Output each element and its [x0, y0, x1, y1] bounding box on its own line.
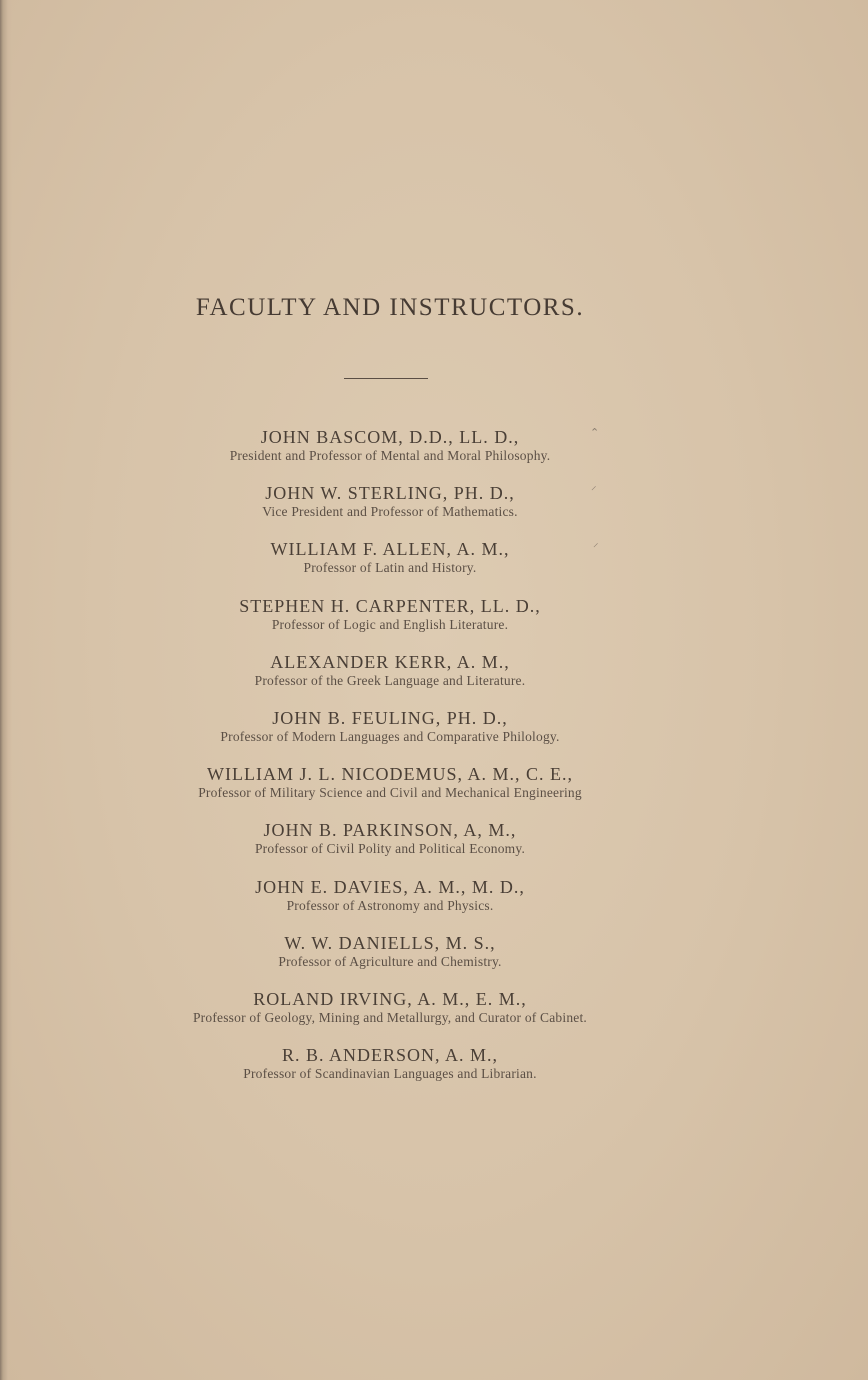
- faculty-name: R. B. ANDERSON, A. M.,: [281, 1045, 499, 1066]
- page-heading: FACULTY AND INSTRUCTORS.: [195, 294, 585, 321]
- faculty-name: JOHN B. PARKINSON, A, M.,: [263, 820, 517, 841]
- faculty-name: WILLIAM J. L. NICODEMUS, A. M., C. E.,: [207, 764, 573, 785]
- faculty-name: ALEXANDER KERR, A. M.,: [270, 651, 510, 672]
- faculty-title: Professor of Astronomy and Physics.: [286, 897, 494, 913]
- faculty-entry: [0, 426, 780, 482]
- faculty-entry: [0, 707, 780, 763]
- faculty-entry: [0, 988, 780, 1044]
- faculty-entry: [0, 763, 780, 819]
- faculty-title: Professor of Civil Polity and Political Economy.: [254, 841, 526, 857]
- faculty-entry: [0, 932, 780, 988]
- faculty-entry: [0, 595, 780, 651]
- heading-divider: [344, 378, 428, 379]
- faculty-title: President and Professor of Mental and Moral Philosophy.: [229, 448, 551, 463]
- faculty-name: JOHN W. STERLING, PH. D.,: [265, 483, 515, 504]
- faculty-name: JOHN B. FEULING, PH. D.,: [272, 707, 508, 728]
- pencil-mark: ⸍: [591, 484, 597, 497]
- faculty-name: JOHN E. DAVIES, A. M., M. D.,: [255, 876, 525, 897]
- faculty-title: Professor of the Greek Language and Literature.: [254, 672, 526, 688]
- faculty-title: Professor of Agriculture and Chemistry.: [278, 953, 502, 969]
- faculty-list: [0, 426, 780, 1100]
- faculty-entry: [0, 651, 780, 707]
- pencil-mark: ⌃: [590, 426, 600, 439]
- faculty-entry: [0, 876, 780, 932]
- faculty-title: Professor of Latin and History.: [303, 560, 477, 576]
- faculty-entry: [0, 819, 780, 875]
- faculty-name: JOHN BASCOM, D.D., LL. D.,: [260, 427, 520, 447]
- faculty-title: Professor of Modern Languages and Comparative Philology.: [220, 728, 560, 744]
- faculty-name: WILLIAM F. ALLEN, A. M.,: [270, 539, 510, 560]
- faculty-name: STEPHEN H. CARPENTER, LL. D.,: [239, 595, 541, 616]
- faculty-entry: [0, 538, 780, 594]
- faculty-title: Professor of Geology, Mining and Metallurgy, and Curator of Cabinet.: [192, 1009, 588, 1025]
- faculty-title: Professor of Military Science and Civil and Mechanical Engineering: [198, 785, 582, 801]
- faculty-title: Professor of Scandinavian Languages and Librarian.: [243, 1066, 537, 1082]
- faculty-title: Vice President and Professor of Mathematics.: [262, 504, 518, 520]
- pencil-mark: ⸍: [593, 541, 599, 554]
- faculty-entry: [0, 1044, 780, 1100]
- faculty-title: Professor of Logic and English Literature.: [271, 616, 509, 632]
- faculty-name: W. W. DANIELLS, M. S.,: [284, 932, 496, 953]
- faculty-name: ROLAND IRVING, A. M., E. M.,: [253, 988, 527, 1009]
- faculty-entry: [0, 482, 780, 538]
